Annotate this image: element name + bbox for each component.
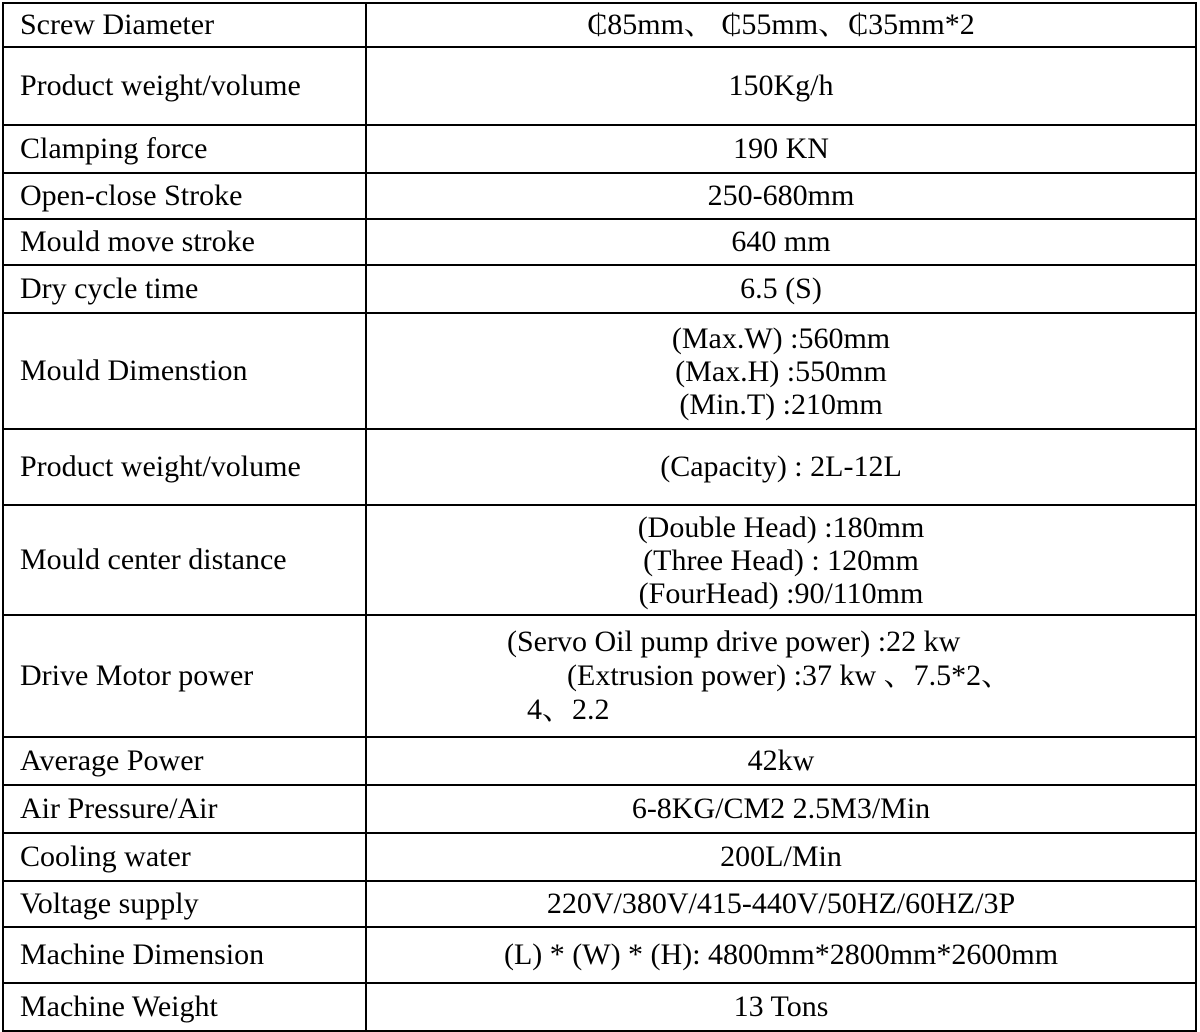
row-label: Screw Diameter: [3, 3, 366, 47]
value-line: (L) * (W) * (H): 4800mm*2800mm*2600mm: [503, 938, 1059, 971]
row-value: [366, 881, 1196, 927]
value-line: 42kw: [747, 744, 815, 777]
value-line: 150Kg/h: [728, 69, 834, 102]
value-line: (Max.W) :560mm: [671, 321, 891, 355]
value-line: (Extrusion power) :37 kw 、7.5*2、: [567, 659, 1012, 692]
table-row: [3, 313, 1196, 429]
table-row: [3, 927, 1196, 983]
value-line: (Min.T) :210mm: [679, 387, 883, 421]
row-label: Clamping force: [3, 125, 366, 173]
row-value: [366, 737, 1196, 785]
row-label: Machine Dimension: [3, 927, 366, 983]
row-value: [366, 47, 1196, 125]
row-value: [366, 3, 1196, 47]
table-row: [3, 219, 1196, 265]
table-row: [3, 881, 1196, 927]
row-label: Average Power: [3, 737, 366, 785]
row-value: [366, 265, 1196, 313]
table-row: [3, 615, 1196, 737]
value-line: 220V/380V/415-440V/50HZ/60HZ/3P: [546, 887, 1016, 920]
table-row: [3, 173, 1196, 219]
table-row: [3, 47, 1196, 125]
value-line: 190 KN: [733, 132, 829, 165]
row-value: [366, 983, 1196, 1031]
row-value: [366, 125, 1196, 173]
row-label: Air Pressure/Air: [3, 785, 366, 833]
row-label: Machine Weight: [3, 983, 366, 1031]
row-label: Product weight/volume: [3, 429, 366, 505]
table-row: [3, 505, 1196, 615]
value-line: 4、2.2: [527, 693, 610, 726]
value-line: 13 Tons: [733, 990, 829, 1023]
value-line: (Servo Oil pump drive power) :22 kw: [507, 625, 961, 658]
table-row: [3, 3, 1196, 47]
row-label: Mould Dimenstion: [3, 313, 366, 429]
row-value: [366, 833, 1196, 881]
value-line: 250-680mm: [707, 179, 855, 212]
row-value: [366, 219, 1196, 265]
row-label: Drive Motor power: [3, 615, 366, 737]
table-row: [3, 265, 1196, 313]
row-label: Dry cycle time: [3, 265, 366, 313]
row-value: [366, 313, 1196, 429]
value-line: 6-8KG/CM2 2.5M3/Min: [631, 792, 931, 825]
row-value: [366, 927, 1196, 983]
value-line: (Max.H) :550mm: [675, 354, 887, 388]
spec-table: [2, 2, 1197, 1032]
value-line: (Three Head) : 120mm: [643, 543, 919, 577]
row-value: [366, 785, 1196, 833]
value-line: (Double Head) :180mm: [637, 510, 925, 544]
row-value: [366, 505, 1196, 615]
row-label: Cooling water: [3, 833, 366, 881]
table-row: [3, 737, 1196, 785]
value-line: 640 mm: [731, 225, 831, 258]
value-line: ₵85mm、 ₵55mm、₵35mm*2: [587, 8, 975, 41]
table-row: [3, 785, 1196, 833]
row-label: Voltage supply: [3, 881, 366, 927]
row-label: Product weight/volume: [3, 47, 366, 125]
row-label: Mould move stroke: [3, 219, 366, 265]
table-row: [3, 833, 1196, 881]
table-row: [3, 983, 1196, 1031]
table-row: [3, 429, 1196, 505]
value-line: 200L/Min: [720, 840, 842, 873]
row-value: [366, 173, 1196, 219]
row-value: [366, 615, 1196, 737]
value-line: 6.5 (S): [740, 272, 822, 305]
value-line: (Capacity) : 2L-12L: [660, 450, 902, 483]
row-value: [366, 429, 1196, 505]
table-row: [3, 125, 1196, 173]
value-line: (FourHead) :90/110mm: [638, 576, 924, 610]
row-label: Open-close Stroke: [3, 173, 366, 219]
row-label: Mould center distance: [3, 505, 366, 615]
